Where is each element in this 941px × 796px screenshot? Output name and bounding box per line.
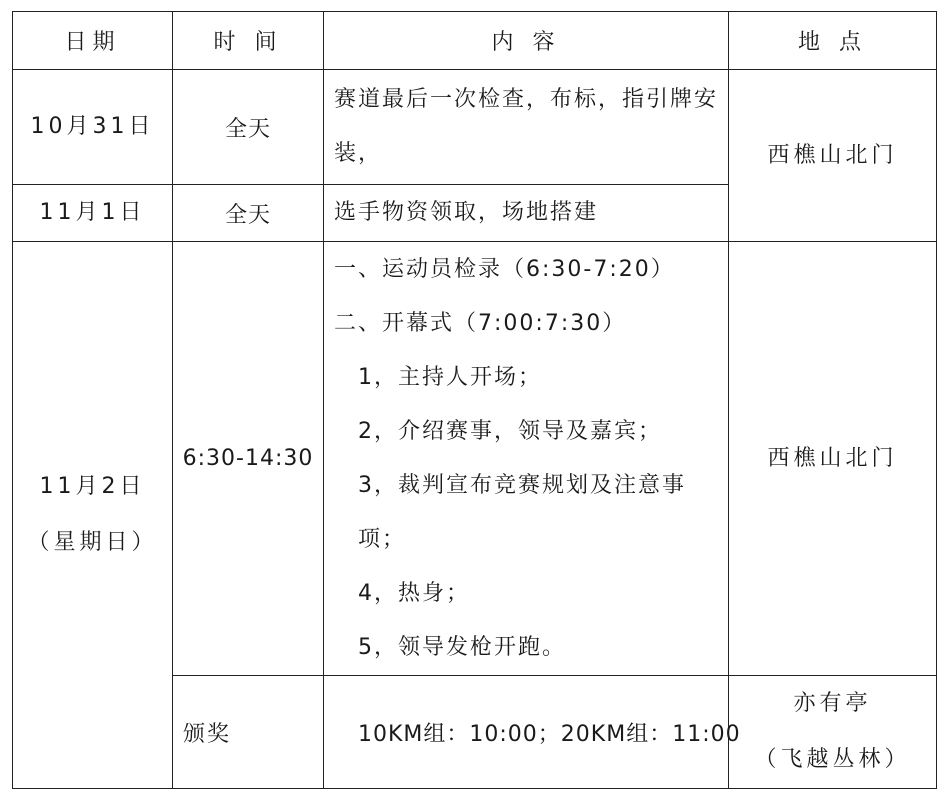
list-item: 二、开幕式（7:00:7:30） <box>334 310 627 336</box>
table-row <box>13 242 937 676</box>
location-text: 亦有亭 <box>793 691 872 716</box>
location-cell <box>729 242 937 676</box>
location-cell <box>729 70 937 242</box>
time-cell: 颁奖 <box>173 676 324 789</box>
date-cell <box>13 185 173 242</box>
location-subtext: （飞越丛林） <box>754 747 911 772</box>
list-item: 2，介绍赛事，领导及嘉宾； <box>358 418 662 444</box>
location-text: 西樵山北门 <box>767 142 898 168</box>
date-cell <box>13 70 173 185</box>
list-item: 4，热身； <box>358 580 470 606</box>
location-text: 西樵山北门 <box>767 445 898 471</box>
header-location: 地 点 <box>729 12 937 70</box>
table-row <box>13 70 937 185</box>
list-item: 1，主持人开场； <box>358 364 542 390</box>
date-cell <box>13 242 173 789</box>
content-cell: 10KM组：10:00；20KM组：11:00 <box>324 676 729 789</box>
list-item: 一、运动员检录（6:30-7:20） <box>334 256 675 282</box>
date-text: 10月31日 <box>30 114 155 139</box>
time-cell: 全天 <box>173 185 324 242</box>
content-cell <box>324 242 729 676</box>
list-item: 5，领导发枪开跑。 <box>358 634 566 660</box>
time-cell: 6:30-14:30 <box>173 242 324 676</box>
content-cell: 选手物资领取，场地搭建 <box>324 185 729 242</box>
content-cell: 赛道最后一次检查，布标，指引牌安装， <box>324 70 729 185</box>
header-content: 内 容 <box>324 12 729 70</box>
time-cell: 全天 <box>173 70 324 185</box>
weekday-text: （星期日） <box>27 530 158 555</box>
date-text: 11月2日 <box>39 474 146 499</box>
header-time: 时 间 <box>173 12 324 70</box>
date-text: 11月1日 <box>39 200 146 225</box>
header-date: 日期 <box>13 12 173 70</box>
list-item: 3，裁判宣布竞赛规划及注意事项； <box>358 472 686 552</box>
location-cell <box>729 676 937 789</box>
header-row <box>13 12 937 70</box>
schedule-table <box>12 11 937 789</box>
